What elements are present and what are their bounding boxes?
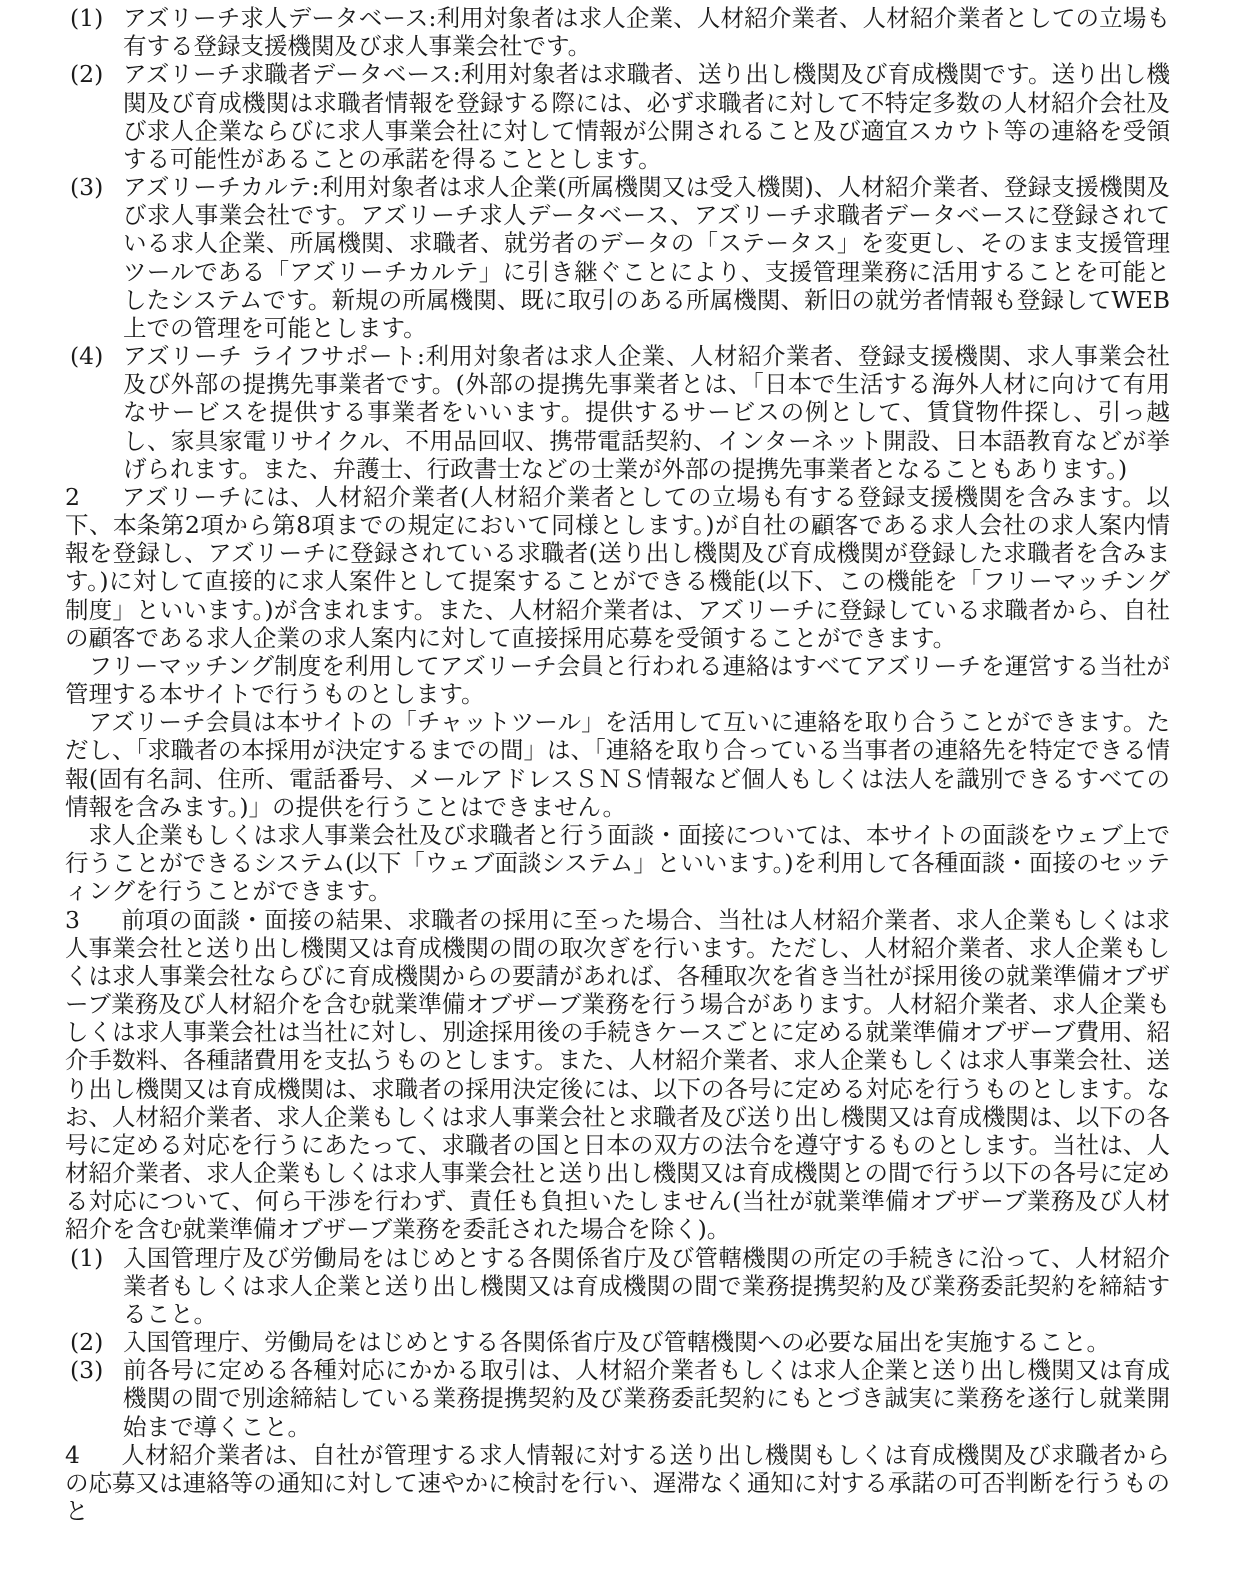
- list-item-marker: (2): [70, 60, 104, 89]
- list-item-marker: (3): [70, 173, 104, 202]
- list-item-marker: (2): [70, 1328, 104, 1357]
- clause-number: 3: [65, 905, 80, 934]
- paragraph-text: アズリーチ会員は本サイトの「チャットツール」を活用して互いに連絡を取り合うことができます。ただし、「求職者の本採用が決定するまでの間」は、「連絡を取り合っている当事者の連絡先を特定できる情報(固有名詞、住所、電話番号、メールアドレスＳＮＳ情報など個人もしくは法人を識別できるすべての情報を含みます。)」の提供を行うことはできません。: [65, 708, 1170, 821]
- list-item: [65, 1356, 1170, 1441]
- paragraph-text: フリーマッチング制度を利用してアズリーチ会員と行われる連絡はすべてアズリーチを運営する当社が管理する本サイトで行うものとします。: [65, 651, 1170, 709]
- list-item: [65, 1328, 1170, 1356]
- list-item-marker: (1): [70, 1243, 104, 1272]
- paragraph-text: アズリーチカルテ:利用対象者は求人企業(所属機関又は受入機関)、人材紹介業者、登録支援機関及び求人事業会社です。アズリーチ求人データベース、アズリーチ求職者データベースに登録されている求人企業、所属機関、求職者、就労者のデータの「ステータス」を変更し、そのまま支援管理ツールである「アズリーチカルテ」に引き継ぐことにより、支援管理業務に活用することを可能としたシステムです。新規の所属機関、既に取引のある所属機関、新旧の就労者情報も登録してWEB上での管理を可能とします。: [123, 173, 1170, 342]
- paragraph: [65, 708, 1170, 821]
- list-item: [65, 60, 1170, 173]
- paragraph-text: 前各号に定める各種対応にかかる取引は、人材紹介業者もしくは求人企業と送り出し機関又は育成機関の間で別途締結している業務提携契約及び業務委託契約にもとづき誠実に業務を遂行し就業開始まで導くこと。: [123, 1356, 1170, 1441]
- clause-number: 2: [65, 482, 80, 511]
- list-item-marker: (1): [70, 4, 104, 32]
- paragraph-text: アズリーチ求職者データベース:利用対象者は求職者、送り出し機関及び育成機関です。送り出し機関及び育成機関は求職者情報を登録する際には、必ず求職者に対して不特定多数の人材紹介会社及び求人企業ならびに求人事業会社に対して情報が公開されること及び適宜スカウト等の連絡を受領する可能性があることの承諾を得ることとします。: [123, 60, 1170, 173]
- paragraph-text: 入国管理庁、労働局をはじめとする各関係省庁及び管轄機関への必要な届出を実施すること。: [123, 1328, 1110, 1357]
- clause-number: 4: [65, 1440, 80, 1469]
- list-item: [65, 173, 1170, 342]
- terms-text: [65, 4, 1170, 1525]
- paragraph: [65, 652, 1170, 708]
- paragraph-text: アズリーチ求人データベース:利用対象者は求人企業、人材紹介業者、人材紹介業者としての立場も有する登録支援機関及び求人事業会社です。: [123, 4, 1170, 61]
- paragraph-text: 前項の面談・面接の結果、求職者の採用に至った場合、当社は人材紹介業者、求人企業もしくは求人事業会社と送り出し機関又は育成機関の間の取次ぎを行います。ただし、人材紹介業者、求人企業もしくは求人事業会社ならびに育成機関からの要請があれば、各種取次を省き当社が採用後の就業準備オブザーブ業務及び人材紹介を含む就業準備オブザーブ業務を行う場合があります。人材紹介業者、求人企業もしくは求人事業会社は当社に対し、別途採用後の手続きケースごとに定める就業準備オブザーブ費用、紹介手数料、各種諸費用を支払うものとします。また、人材紹介業者、求人企業もしくは求人事業会社、送り出し機関又は育成機関は、求職者の採用決定後には、以下の各号に定める対応を行うものとします。なお、人材紹介業者、求人企業もしくは求人事業会社と求職者及び送り出し機関又は育成機関は、以下の各号に定める対応を行うにあたって、求職者の国と日本の双方の法令を遵守するものとします。当社は、人材紹介業者、求人企業もしくは求人事業会社と送り出し機関又は育成機関との間で行う以下の各号に定める対応について、何ら干渉を行わず、責任も負担いたしません(当社が就業準備オブザーブ業務及び人材紹介を含む就業準備オブザーブ業務を委託された場合を除く)。: [65, 905, 1170, 1244]
- list-item: [65, 342, 1170, 483]
- paragraph: [65, 1441, 1170, 1526]
- paragraph-text: アズリーチには、人材紹介業者(人材紹介業者としての立場も有する登録支援機関を含みます。以下、本条第2項から第8項までの規定において同様とします。)が自社の顧客である求人会社の求人案内情報を登録し、アズリーチに登録されている求職者(送り出し機関及び育成機関が登録した求職者を含みます。)に対して直接的に求人案件として提案することができる機能(以下、この機能を「フリーマッチング制度」といいます。)が含まれます。また、人材紹介業者は、アズリーチに登録している求職者から、自社の顧客である求人企業の求人案内に対して直接採用応募を受領することができます。: [65, 482, 1170, 652]
- list-item: [65, 4, 1170, 60]
- list-item-marker: (4): [70, 342, 104, 371]
- paragraph-text: 入国管理庁及び労働局をはじめとする各関係省庁及び管轄機関の所定の手続きに沿って、人材紹介業者もしくは求人企業と送り出し機関又は育成機関の間で業務提携契約及び業務委託契約を締結すること。: [123, 1243, 1170, 1328]
- paragraph-text: アズリーチ ライフサポート:利用対象者は求人企業、人材紹介業者、登録支援機関、求人事業会社及び外部の提携先事業者です。(外部の提携先事業者とは、「日本で生活する海外人材に向けて有用なサービスを提供する事業者をいいます。提供するサービスの例として、賃貸物件探し、引っ越し、家具家電リサイクル、不用品回収、携帯電話契約、インターネット開設、日本語教育などが挙げられます。また、弁護士、行政書士などの士業が外部の提携先事業者となることもあります。): [123, 342, 1170, 483]
- paragraph-text: 人材紹介業者は、自社が管理する求人情報に対する送り出し機関もしくは育成機関及び求職者からの応募又は連絡等の通知に対して速やかに検討を行い、遅滞なく通知に対する承諾の可否判断を行うものと: [65, 1440, 1170, 1526]
- list-item: [65, 1244, 1170, 1329]
- paragraph: [65, 821, 1170, 906]
- paragraph: [65, 483, 1170, 652]
- list-item-marker: (3): [70, 1356, 104, 1385]
- paragraph: [65, 906, 1170, 1244]
- paragraph-text: 求人企業もしくは求人事業会社及び求職者と行う面談・面接については、本サイトの面談をウェブ上で行うことができるシステム(以下「ウェブ面談システム」といいます。)を利用して各種面談・面接のセッティングを行うことができます。: [65, 820, 1170, 906]
